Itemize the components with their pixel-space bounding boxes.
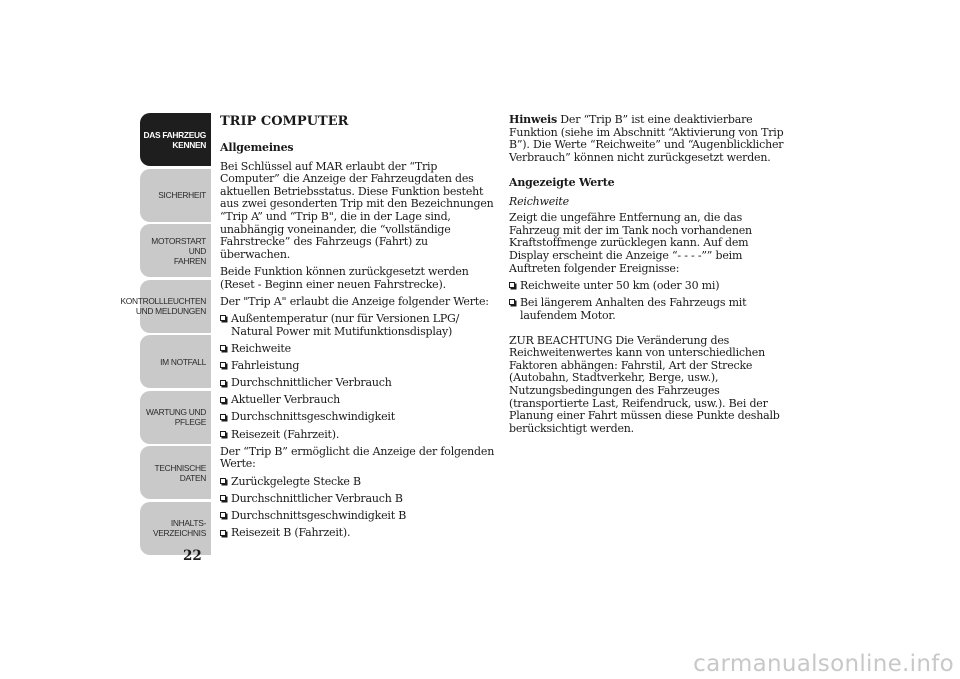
subsection-heading-reichweite: Reichweite [509,194,569,208]
list-item: Reichweite unter 50 km (oder 30 mi) [509,280,784,293]
tab-motorstart-und-fahren[interactable] [140,224,211,277]
list-item: Durchschnittsgeschwindigkeit [220,411,495,424]
list-item: Reisezeit B (Fahrzeit). [220,527,495,540]
trip-a-list [220,313,495,441]
list-item: Reichweite [220,343,495,356]
tab-label: TECHNISCHE DATEN [154,462,206,483]
paragraph: Der "Trip A" erlaubt die Anzeige folgender Werte: [220,294,489,308]
list-item: Durchschnittsgeschwindigkeit B [220,510,495,523]
tab-label: IM NOTFALL [160,356,206,367]
events-list [509,280,784,322]
paragraph: Zeigt die ungefähre Entfernung an, die das Fahrzeug mit der im Tank noch vorhandenen Kraftstoffmenge zurücklegen kann. Auf dem Display erscheint die Anzeige “- - - -”” beim Auftreten folgender Ereignisse: [509,211,752,275]
tab-label: INHALTS- VERZEICHNIS [152,518,206,538]
tab-inhaltsverzeichnis[interactable] [140,502,211,555]
list-item: Reisezeit (Fahrzeit). [220,429,495,442]
list-item: Bei längerem Anhalten des Fahrzeugs mit laufendem Motor. [509,297,784,322]
list-item: Durchschnittlicher Verbrauch [220,377,495,390]
tab-technische-daten[interactable] [140,446,211,499]
list-item: Zurückgelegte Stecke B [220,476,495,489]
left-column [220,114,495,544]
list-item: Durchschnittlicher Verbrauch B [220,493,495,506]
tab-wartung-und-pflege[interactable] [140,391,211,444]
trip-b-list [220,476,495,540]
hinweis-text: Der “Trip B” ist eine deaktivierbare Funktion (siehe im Abschnitt “Aktivierung von Trip B”). Die Werte “Reichweite” und “Augenblicklicher Verbrauch” können nicht zurückgesetzt werden. [509,113,784,164]
paragraph: Beide Funktion können zurückgesetzt werden (Reset - Beginn einer neuen Fahrstrecke). [220,264,469,291]
tab-im-notfall[interactable] [140,335,211,388]
hinweis-label: Hinweis [509,113,558,126]
tab-label: KONTROLLLEUCHTEN UND MELDUNGEN [120,296,206,316]
list-item: Fahrleistung [220,360,495,373]
tab-label: MOTORSTART UND FAHREN [151,235,206,266]
page-title: TRIP COMPUTER [220,114,349,129]
watermark: carmanualsonline.info [693,651,954,677]
attention-paragraph: ZUR BEACHTUNG Die Veränderung des Reichweitenwertes kann von unterschiedlichen Faktoren abhängen: Fahrstil, Art der Strecke (Autobahn, Stadtverkehr, Berge, usw.), Nutzungsbedingungen des Fahrzeuges (transportierte Last, Reifendruck, usw.). Bei der Planung einer Fahrt müssen diese Punkte deshalb berücksichtigt werden. [509,333,780,435]
list-item: Außentemperatur (nur für Versionen LPG/ Natural Power mit Mutifunktionsdisplay) [220,313,495,338]
section-heading-allgemeines: Allgemeines [220,141,294,154]
page-number: 22 [183,548,202,564]
tab-kontrollleuchten[interactable] [120,280,211,333]
tab-label: WARTUNG UND PFLEGE [146,407,206,427]
tab-label: DAS FAHRZEUG KENNEN [143,129,206,150]
paragraph: Der “Trip B” ermöglicht die Anzeige der folgenden Werte: [220,444,495,471]
list-item: Aktueller Verbrauch [220,394,495,407]
section-heading-angezeigte-werte: Angezeigte Werte [509,175,615,189]
right-column [509,114,784,440]
tab-sicherheit[interactable] [140,169,211,222]
paragraph: Bei Schlüssel auf MAR erlaubt der “Trip Computer” die Anzeige der Fahrzeugdaten des aktuellen Betriebsstatus. Diese Funktion besteht aus zwei gesonderten Trip mit den Bezeichnungen “Trip A” und “Trip B", die in der Lage sind, unabhängig voneinander, die “vollständige Fahrstrecke” des Fahrzeugs (Fahrt) zu überwachen. [220,159,494,261]
hinweis-note [509,114,784,164]
chapter-tabs [120,113,211,557]
tab-label: SICHERHEIT [158,190,206,200]
tab-das-fahrzeug-kennen[interactable] [140,113,211,166]
